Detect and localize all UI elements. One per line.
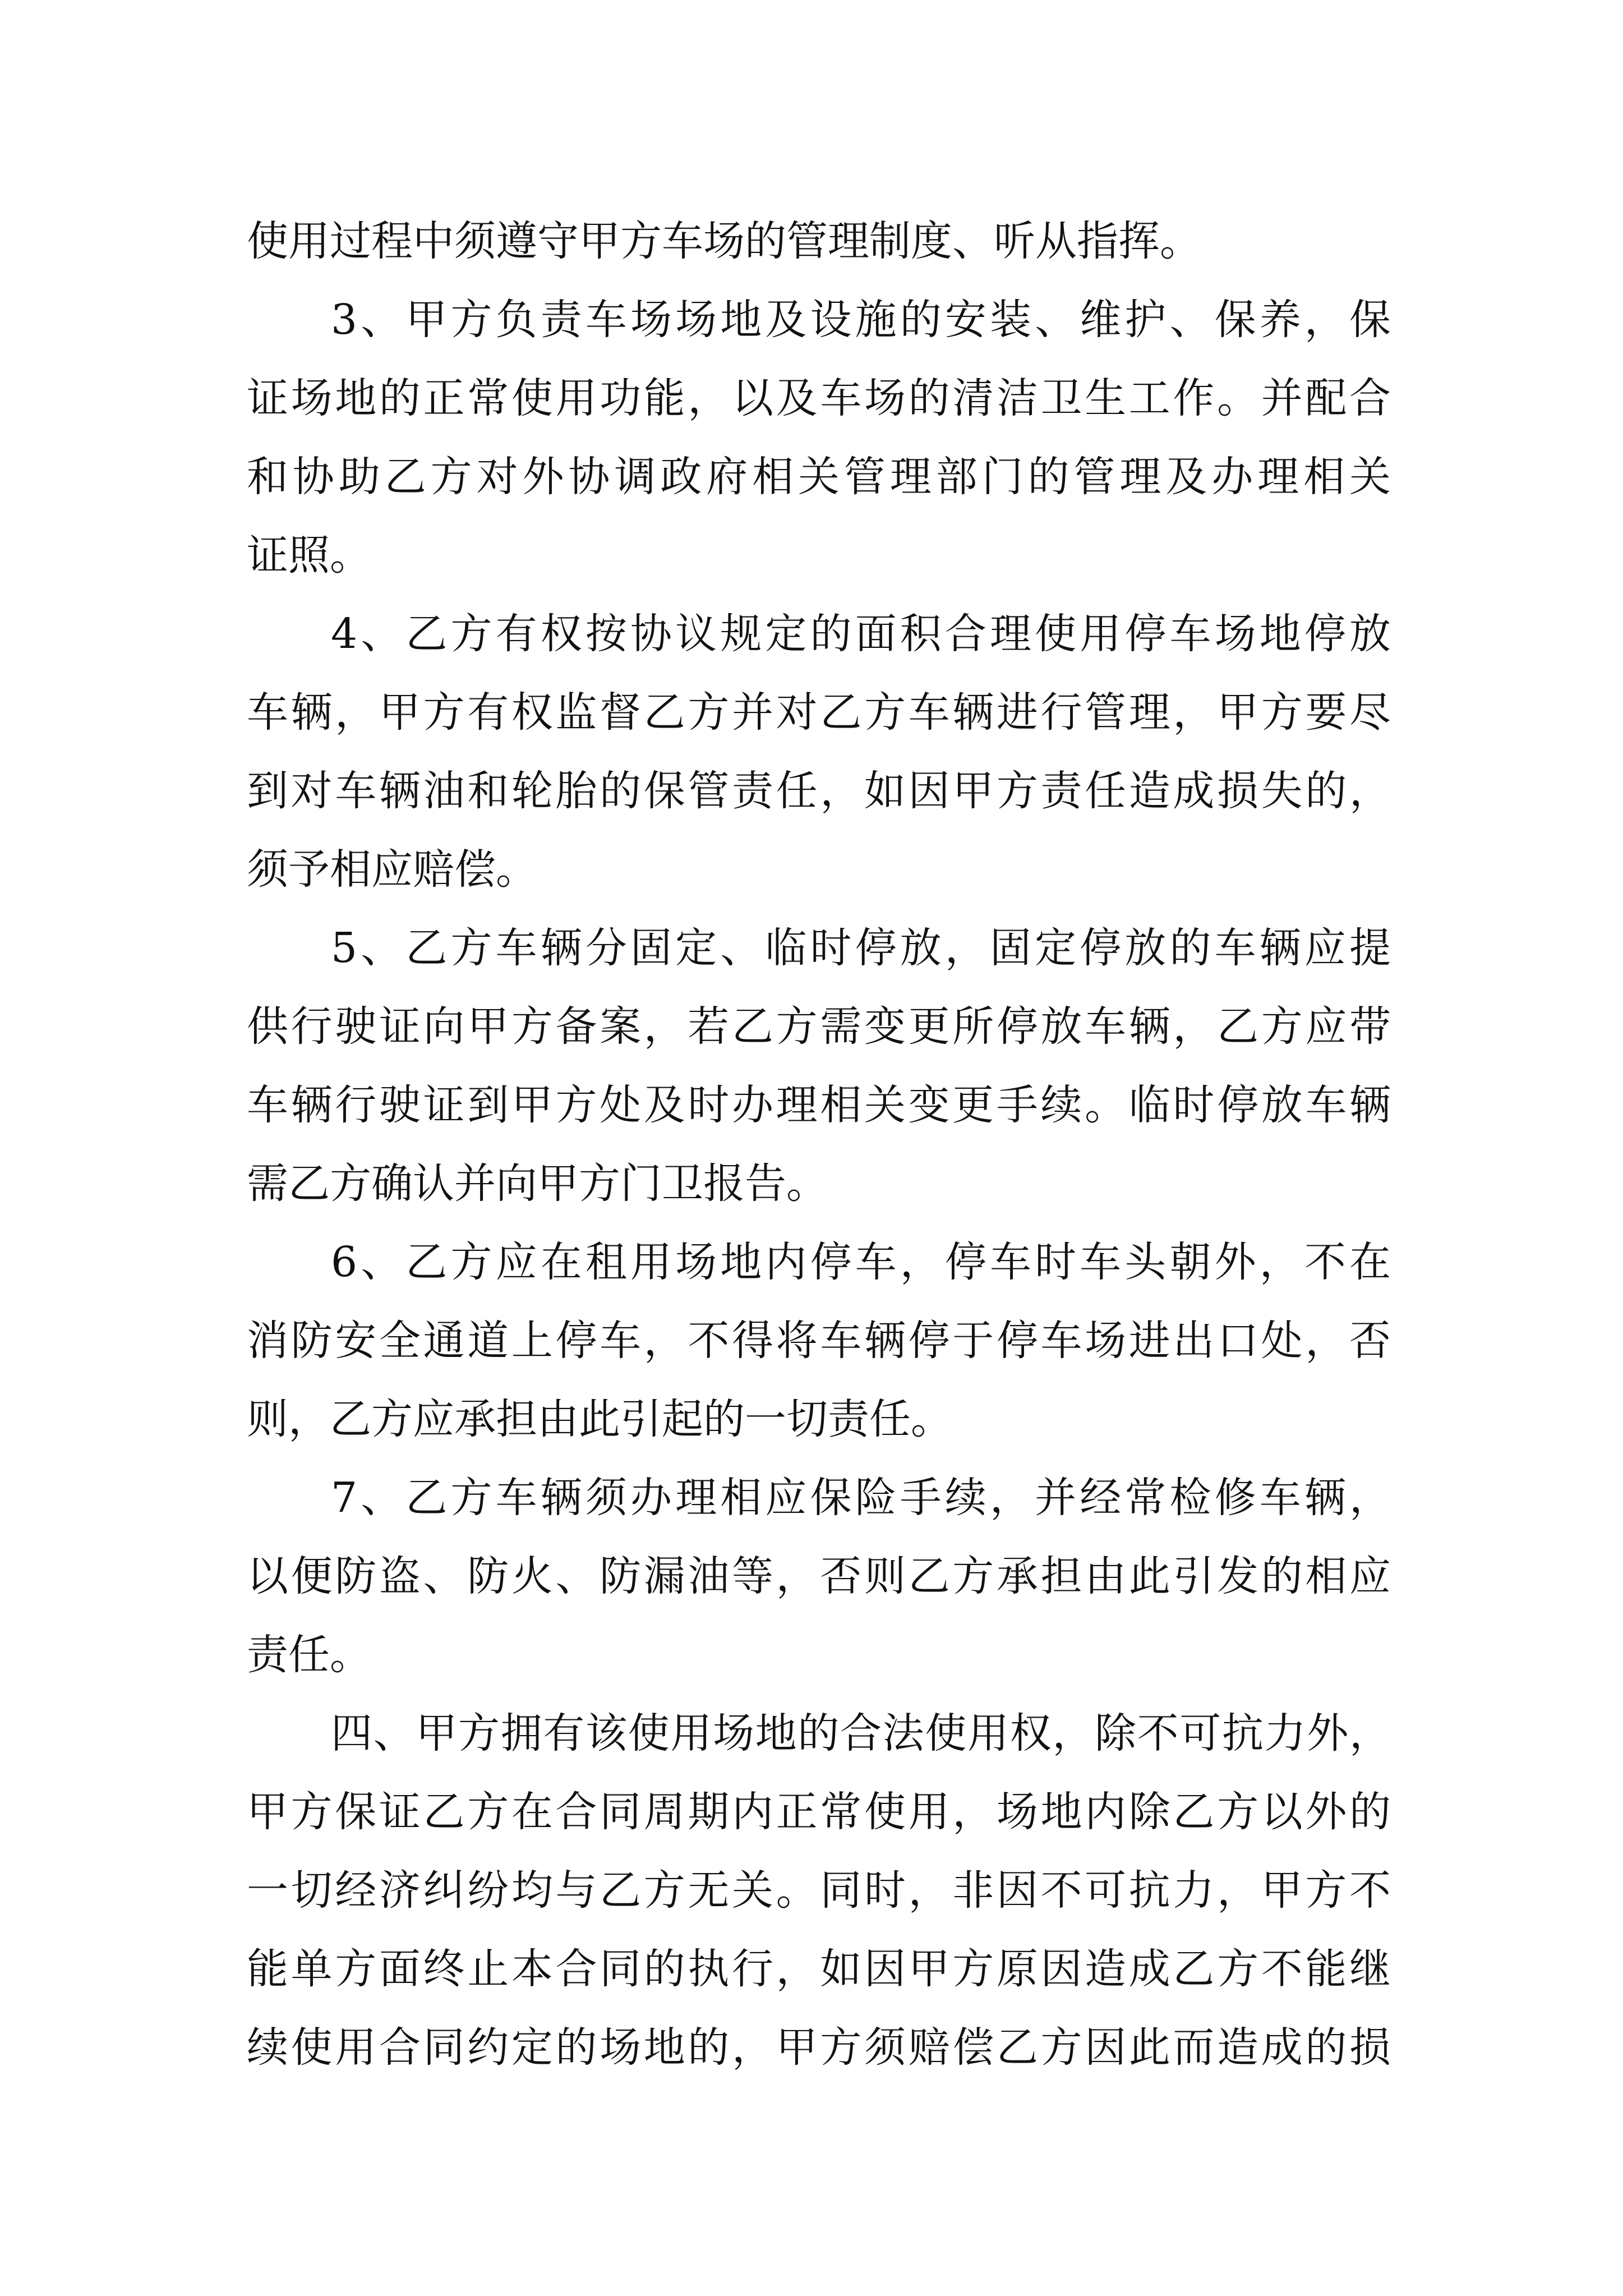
- text-line: 车辆行驶证到甲方处及时办理相关变更手续。临时停放车辆: [247, 1081, 1391, 1129]
- text-line: 以便防盗、防火、防漏油等，否则乙方承担由此引发的相应: [247, 1552, 1391, 1600]
- text-line: 到对车辆油和轮胎的保管责任，如因甲方责任造成损失的，: [247, 767, 1391, 815]
- paragraph-start-line: 6、乙方应在租用场地内停车，停车时车头朝外，不在: [331, 1238, 1391, 1286]
- paragraph-start-line: 四、甲方拥有该使用场地的合法使用权，除不可抗力外，: [331, 1709, 1391, 1757]
- text-line: 则，乙方应承担由此引起的一切责任。: [247, 1395, 952, 1443]
- paragraph-start-line: 4、乙方有权按协议规定的面积合理使用停车场地停放: [331, 610, 1391, 658]
- text-line: 责任。: [247, 1631, 371, 1679]
- text-line: 和协助乙方对外协调政府相关管理部门的管理及办理相关: [247, 453, 1391, 501]
- text-line: 能单方面终止本合同的执行，如因甲方原因造成乙方不能继: [247, 1945, 1391, 1993]
- text-line: 一切经济纠纷均与乙方无关。同时，非因不可抗力，甲方不: [247, 1866, 1391, 1915]
- text-line: 消防安全通道上停车，不得将车辆停于停车场进出口处，否: [247, 1317, 1391, 1365]
- text-line: 须予相应赔偿。: [247, 845, 537, 894]
- text-line: 甲方保证乙方在合同周期内正常使用，场地内除乙方以外的: [247, 1788, 1391, 1836]
- paragraph-start-line: 3、甲方负责车场场地及设施的安装、维护、保养，保: [331, 296, 1391, 344]
- text-line: 使用过程中须遵守甲方车场的管理制度、听从指挥。: [247, 217, 1201, 265]
- text-line: 车辆，甲方有权监督乙方并对乙方车辆进行管理，甲方要尽: [247, 688, 1391, 737]
- text-line: 续使用合同约定的场地的，甲方须赔偿乙方因此而造成的损: [247, 2023, 1391, 2072]
- paragraph-start-line: 7、乙方车辆须办理相应保险手续，并经常检修车辆，: [331, 1474, 1391, 1522]
- text-line: 供行驶证向甲方备案，若乙方需变更所停放车辆，乙方应带: [247, 1002, 1391, 1051]
- text-line: 证场地的正常使用功能，以及车场的清洁卫生工作。并配合: [247, 374, 1391, 422]
- text-line: 需乙方确认并向甲方门卫报告。: [247, 1159, 828, 1208]
- paragraph-start-line: 5、乙方车辆分固定、临时停放，固定停放的车辆应提: [331, 924, 1391, 972]
- text-line: 证照。: [247, 531, 371, 579]
